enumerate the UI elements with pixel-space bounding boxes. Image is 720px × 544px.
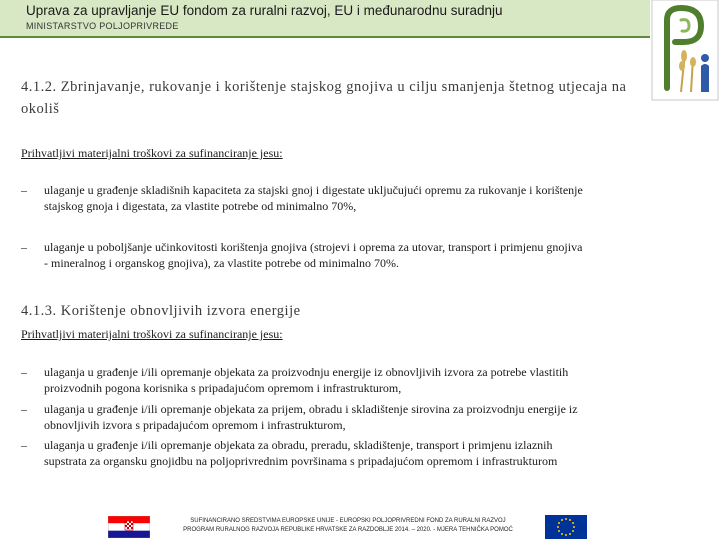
header-title: Uprava za upravljanje EU fondom za ruralni razvoj, EU i međunarodnu suradnju	[26, 3, 503, 18]
prr-logo-icon	[651, 0, 720, 102]
footer-line: SUFINANCIRANO SREDSTVIMA EUROPSKE UNIJE - EUROPSKI POLJOPRIVREDNI FOND ZA RURALNI RAZVOJ	[190, 518, 506, 524]
list-item-line: ulaganje u poboljšanje učinkovitosti korištenja gnojiva (strojevi i oprema za utovar, transport i primjenu gnojiva	[44, 240, 583, 254]
bullet-dash: –	[21, 240, 27, 254]
section-2-title: 4.1.3. Korištenje obnovljivih izvora energije	[21, 303, 301, 319]
section-1-subheading: Prihvatljivi materijalni troškovi za sufinanciranje jesu:	[21, 146, 283, 160]
list-item-line: obnovljivih izvora s pripadajućom opremom i infrastrukturom,	[44, 418, 346, 432]
bullet-dash: –	[21, 365, 27, 379]
bullet-dash: –	[21, 183, 27, 197]
header-divider	[0, 36, 650, 38]
list-item-line: ulaganje u građenje skladišnih kapaciteta za stajski gnoj i digestate uključujući opremu za rukovanje i korištenje	[44, 183, 583, 197]
eu-flag-icon	[545, 515, 587, 539]
list-item-line: ulaganja u građenje i/ili opremanje objekata za obradu, preradu, skladištenje, transport i primjenu izlaznih	[44, 438, 553, 452]
croatian-flag-icon	[108, 516, 150, 538]
list-item-line: - mineralnog i organskog gnojiva), za vlastite potrebe od minimalno 70%.	[44, 256, 400, 270]
footer-line: PROGRAM RURALNOG RAZVOJA REPUBLIKE HRVATSKE ZA RAZDOBLJE 2014. – 2020. - MJERA TEHNIČKA POMOĆ	[183, 527, 513, 533]
header-subtitle: MINISTARSTVO POLJOPRIVREDE	[26, 21, 179, 31]
section-2-subheading: Prihvatljivi materijalni troškovi za sufinanciranje jesu:	[21, 327, 283, 341]
list-item-line: stajskog gnoja i digestata, za vlastite potrebe od minimalno 70%,	[44, 199, 357, 213]
list-item-line: proizvodnih pogona korisnika s pripadajućom opremom i infrastrukturom,	[44, 381, 402, 395]
list-item-line: ulaganja u građenje i/ili opremanje objekata za proizvodnju energije iz obnovljivih izvora za potrebe vlastitih	[44, 365, 569, 379]
bullet-dash: –	[21, 438, 27, 452]
bullet-dash: –	[21, 402, 27, 416]
list-item-line: supstrata za organsku gnojidbu na poljoprivrednim površinama s pripadajućom opremom i infrastrukturom	[44, 454, 558, 468]
footer-text	[163, 517, 533, 535]
list-item-line: ulaganja u građenje i/ili opremanje objekata za prijem, obradu i skladištenje sirovina za proizvodnju energije iz	[44, 402, 578, 416]
section-1-title: 4.1.2. Zbrinjavanje, rukovanje i korištenje stajskog gnojiva u cilju smanjenja štetnog utjecaja na okoliš	[21, 79, 627, 117]
